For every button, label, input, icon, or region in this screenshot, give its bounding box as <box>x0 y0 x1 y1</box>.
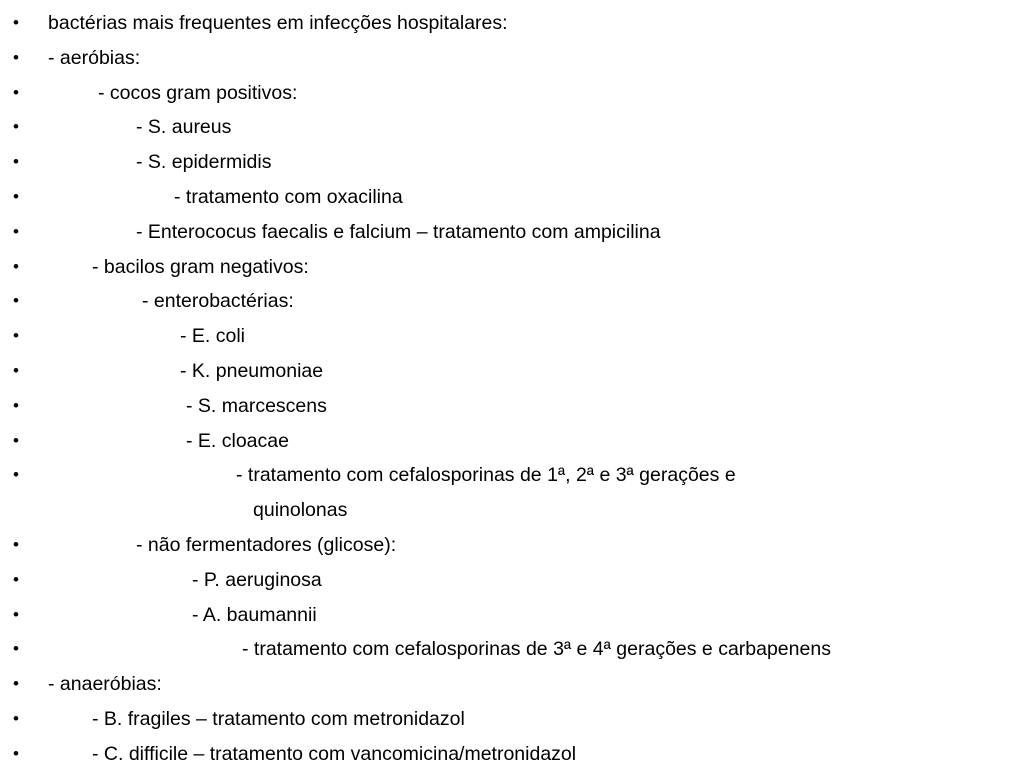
bullet-list-item <box>0 528 1024 562</box>
bullet-icon: • <box>13 117 19 137</box>
bullet-list-item <box>0 598 1024 632</box>
bullet-list-item <box>0 110 1024 144</box>
bullet-icon: • <box>13 82 19 102</box>
bullet-icon: • <box>13 709 19 728</box>
bullet-list-item <box>0 424 1024 458</box>
bullet-icon: • <box>13 361 19 380</box>
bullet-list-item <box>0 389 1024 423</box>
list-item-text: - enterobactérias: <box>142 290 294 313</box>
list-item-text: - P. aeruginosa <box>192 568 322 591</box>
bullet-list-item <box>0 458 1024 492</box>
bullet-icon: • <box>13 569 19 589</box>
bullet-list-item <box>0 6 1024 40</box>
bullet-icon: • <box>13 13 19 32</box>
list-item-text: - K. pneumoniae <box>180 360 324 382</box>
list-item-text: - tratamento com cefalosporinas de 1ª, 2ª e 3ª gerações e <box>236 464 736 487</box>
bullet-list-item <box>0 180 1024 214</box>
bullet-icon: • <box>13 221 19 241</box>
bullet-list-item <box>0 632 1024 666</box>
bullet-icon: • <box>13 291 19 311</box>
bullet-list-item <box>0 284 1024 318</box>
bullet-list-item <box>0 667 1024 701</box>
bullet-list-item <box>0 319 1024 353</box>
list-item-text: - S. marcescens <box>186 394 327 417</box>
bullet-list-item <box>0 737 1024 771</box>
bullet-icon: • <box>13 639 19 659</box>
bullet-list-item <box>0 563 1024 597</box>
list-item-text: - tratamento com oxacilina <box>174 186 403 208</box>
list-item-text: - C. difficile – tratamento com vancomicina/metronidazol <box>92 742 577 765</box>
list-item-text: - S. aureus <box>136 116 232 139</box>
bullet-list-item <box>0 215 1024 249</box>
bullet-list-item <box>0 250 1024 284</box>
bullet-icon: • <box>13 256 19 276</box>
list-item-text: - Enterococus faecalis e falcium – tratamento com ampicilina <box>136 220 661 243</box>
bullet-list-item <box>0 354 1024 388</box>
list-item-text: - cocos gram positivos: <box>98 81 298 104</box>
list-item-text: - tratamento com cefalosporinas de 3ª e 4ª gerações e carbapenens <box>242 638 831 661</box>
list-item-text: - não fermentadores (glicose): <box>136 534 397 556</box>
list-item-text: - aeróbias: <box>48 46 141 69</box>
bullet-icon: • <box>13 743 19 763</box>
bullet-list-item <box>0 702 1024 736</box>
list-item-text: - E. coli <box>180 325 246 348</box>
list-item-text: - E. cloacae <box>186 429 289 452</box>
bullet-list-item <box>0 76 1024 110</box>
bullet-icon: • <box>13 535 19 554</box>
bullet-icon: • <box>13 604 19 624</box>
list-item-text: quinolonas <box>253 499 348 522</box>
bullet-icon: • <box>13 395 19 415</box>
list-item-text: - A. baumannii <box>192 603 317 626</box>
list-item-text: bactérias mais frequentes em infecções hospitalares: <box>48 12 508 34</box>
bullet-icon: • <box>13 430 19 450</box>
bullet-icon: • <box>13 326 19 346</box>
list-item-text: - B. fragiles – tratamento com metronidazol <box>92 708 465 730</box>
list-item-text: - anaeróbias: <box>48 673 162 696</box>
list-item-text: - S. epidermidis <box>136 151 272 174</box>
bullet-icon: • <box>13 47 19 67</box>
bullet-icon: • <box>13 187 19 206</box>
bullet-list-item <box>0 145 1024 179</box>
list-item-text: - bacilos gram negativos: <box>92 255 309 278</box>
bullet-icon: • <box>13 152 19 172</box>
bullet-icon: • <box>13 674 19 694</box>
bullet-icon: • <box>13 465 19 485</box>
bullet-list-item <box>0 41 1024 75</box>
list-item-continuation <box>0 493 1024 527</box>
